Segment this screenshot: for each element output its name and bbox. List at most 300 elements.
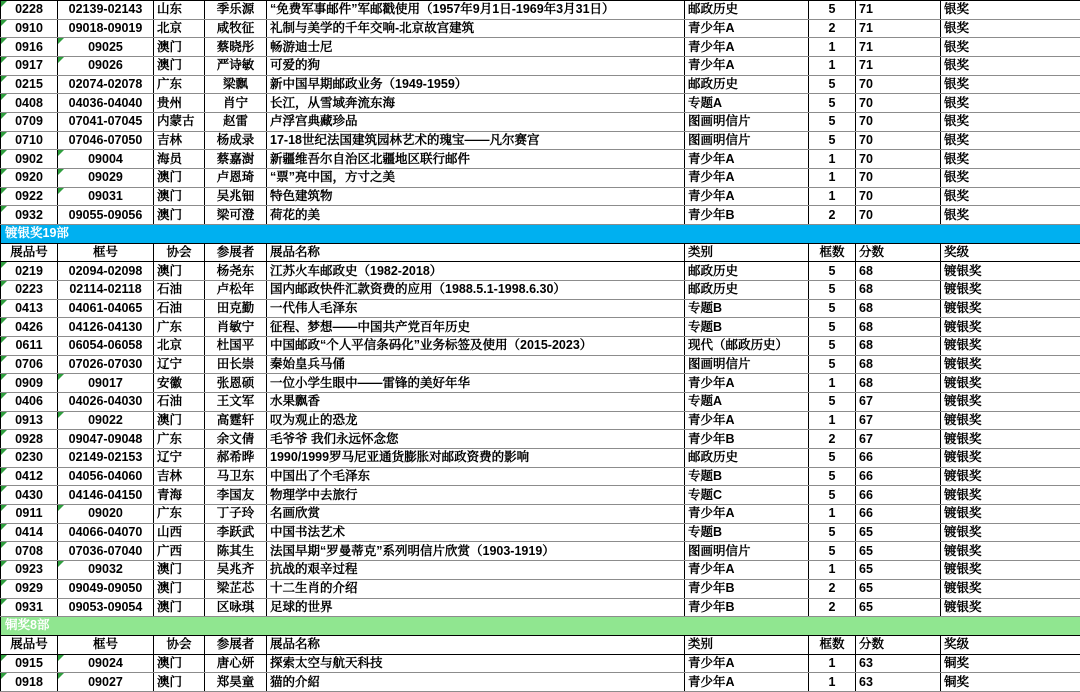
cell-association: 辽宁 [154,355,205,374]
cell-award-level: 镀银奖 [941,337,1080,356]
cell-exhibitor: 肖宁 [205,94,267,113]
text-format-flag-icon [1,374,7,380]
cell-exhibit-title: 可爱的狗 [267,57,685,76]
column-header-category: 类别 [685,635,809,654]
cell-frame-count: 1 [809,38,856,57]
cell-score: 70 [856,113,941,132]
column-header-row [1,635,1080,654]
cell-association: 澳门 [154,57,205,76]
cell-category: 青少年B [685,598,809,617]
text-format-flag-icon [1,132,7,138]
cell-score: 71 [856,57,941,76]
cell-category: 专题B [685,318,809,337]
table-row [1,673,1080,692]
cell-exhibit-title: 一代伟人毛泽东 [267,299,685,318]
text-format-flag-icon [1,393,7,399]
table-row [1,486,1080,505]
cell-frame-count: 5 [809,467,856,486]
cell-frame-no: 07036-07040 [58,542,154,561]
cell-exhibitor: 区咏琪 [205,598,267,617]
table-row [1,19,1080,38]
text-format-flag-icon [1,1,7,7]
cell-category: 青少年A [685,411,809,430]
cell-frame-count: 5 [809,523,856,542]
cell-frame-no: 09020 [58,505,154,524]
cell-frame-count: 2 [809,19,856,38]
cell-frame-count: 5 [809,355,856,374]
cell-score: 70 [856,75,941,94]
text-format-flag-icon [1,412,7,418]
text-format-flag-icon [58,38,64,44]
cell-category: 邮政历史 [685,281,809,300]
cell-score: 68 [856,355,941,374]
cell-exhibitor: 李国友 [205,486,267,505]
cell-exhibit-title: 长江，从雪域奔流东海 [267,94,685,113]
table-row [1,94,1080,113]
cell-exhibitor: 李跃武 [205,523,267,542]
cell-exhibit-title: 畅游迪士尼 [267,38,685,57]
cell-award-level: 银奖 [941,19,1080,38]
cell-frame-no: 04056-04060 [58,467,154,486]
cell-exhibit-no: 0215 [1,75,58,94]
text-format-flag-icon [1,337,7,343]
cell-exhibitor: 杜国平 [205,337,267,356]
cell-score: 67 [856,393,941,412]
cell-category: 图画明信片 [685,542,809,561]
cell-association: 澳门 [154,262,205,281]
cell-award-level: 镀银奖 [941,393,1080,412]
cell-association: 澳门 [154,673,205,692]
cell-exhibit-title: “票”亮中国，方寸之美 [267,169,685,188]
cell-exhibit-no: 0223 [1,281,58,300]
cell-exhibit-title: 抗战的艰辛过程 [267,561,685,580]
cell-exhibit-title: 新疆维吾尔自治区北疆地区联行邮件 [267,150,685,169]
cell-frame-no: 07026-07030 [58,355,154,374]
cell-exhibit-no: 0219 [1,262,58,281]
cell-exhibit-no: 0706 [1,355,58,374]
cell-exhibitor: 田长崇 [205,355,267,374]
cell-exhibitor: 严诗敏 [205,57,267,76]
cell-frame-no: 09024 [58,654,154,673]
table-row [1,355,1080,374]
cell-association: 广东 [154,75,205,94]
cell-association: 北京 [154,337,205,356]
table-row [1,75,1080,94]
cell-association: 澳门 [154,206,205,225]
text-format-flag-icon [1,468,7,474]
table-row [1,299,1080,318]
column-header-frame-count: 框数 [809,635,856,654]
text-format-flag-icon [58,150,64,156]
cell-frame-count: 5 [809,299,856,318]
cell-exhibitor: 王文军 [205,393,267,412]
cell-exhibit-no: 0414 [1,523,58,542]
cell-category: 青少年A [685,673,809,692]
cell-exhibit-title: 法国早期“罗曼蒂克”系列明信片欣赏（1903-1919） [267,542,685,561]
cell-award-level: 银奖 [941,131,1080,150]
cell-exhibit-no: 0928 [1,430,58,449]
cell-frame-no: 09017 [58,374,154,393]
cell-association: 广东 [154,430,205,449]
cell-association: 吉林 [154,131,205,150]
cell-exhibit-no: 0709 [1,113,58,132]
cell-exhibit-no: 0922 [1,187,58,206]
cell-association: 澳门 [154,598,205,617]
cell-frame-no: 09053-09054 [58,598,154,617]
text-format-flag-icon [1,300,7,306]
cell-association: 广西 [154,542,205,561]
column-header-award-level: 奖级 [941,243,1080,262]
cell-category: 青少年A [685,505,809,524]
cell-score: 68 [856,337,941,356]
table-row [1,281,1080,300]
text-format-flag-icon [1,38,7,44]
cell-association: 北京 [154,19,205,38]
cell-score: 66 [856,505,941,524]
cell-frame-count: 1 [809,150,856,169]
text-format-flag-icon [58,673,64,679]
column-header-association: 协会 [154,635,205,654]
cell-frame-count: 1 [809,187,856,206]
cell-exhibit-title: 猫的介紹 [267,673,685,692]
text-format-flag-icon [1,356,7,362]
text-format-flag-icon [1,542,7,548]
cell-score: 66 [856,449,941,468]
cell-exhibit-title: 特色建筑物 [267,187,685,206]
cell-association: 澳门 [154,579,205,598]
cell-exhibit-title: 一位小学生眼中——雷锋的美好年华 [267,374,685,393]
table-row [1,57,1080,76]
column-header-row [1,243,1080,262]
cell-exhibit-no: 0413 [1,299,58,318]
cell-association: 澳门 [154,169,205,188]
cell-exhibitor: 田克勤 [205,299,267,318]
cell-score: 65 [856,542,941,561]
text-format-flag-icon [58,374,64,380]
cell-exhibit-no: 0913 [1,411,58,430]
cell-category: 青少年A [685,19,809,38]
cell-category: 青少年A [685,150,809,169]
cell-category: 青少年A [685,38,809,57]
text-format-flag-icon [58,57,64,63]
table-row [1,38,1080,57]
text-format-flag-icon [1,449,7,455]
cell-exhibit-title: 探索太空与航天科技 [267,654,685,673]
cell-exhibit-no: 0915 [1,654,58,673]
cell-association: 山东 [154,1,205,20]
cell-frame-count: 5 [809,131,856,150]
table-row [1,505,1080,524]
table-row [1,374,1080,393]
cell-exhibit-no: 0916 [1,38,58,57]
table-row [1,561,1080,580]
cell-category: 专题A [685,393,809,412]
section-band-row [1,225,1080,244]
cell-award-level: 银奖 [941,206,1080,225]
cell-score: 68 [856,281,941,300]
cell-exhibitor: 卢松年 [205,281,267,300]
column-header-score: 分数 [856,243,941,262]
table-row [1,318,1080,337]
column-header-exhibit-no: 展品号 [1,635,58,654]
cell-frame-count: 1 [809,673,856,692]
cell-frame-count: 1 [809,374,856,393]
cell-frame-count: 5 [809,1,856,20]
cell-exhibitor: 唐心妍 [205,654,267,673]
cell-frame-no: 09025 [58,38,154,57]
cell-award-level: 银奖 [941,1,1080,20]
cell-score: 65 [856,523,941,542]
text-format-flag-icon [1,318,7,324]
text-format-flag-icon [1,580,7,586]
cell-score: 70 [856,187,941,206]
cell-association: 澳门 [154,38,205,57]
cell-exhibit-no: 0931 [1,598,58,617]
cell-exhibitor: 吴兆钿 [205,187,267,206]
cell-award-level: 银奖 [941,57,1080,76]
cell-association: 贵州 [154,94,205,113]
cell-frame-no: 04061-04065 [58,299,154,318]
cell-association: 澳门 [154,561,205,580]
cell-score: 70 [856,169,941,188]
cell-association: 海员 [154,150,205,169]
cell-frame-no: 04026-04030 [58,393,154,412]
cell-frame-no: 06054-06058 [58,337,154,356]
cell-score: 66 [856,486,941,505]
cell-exhibit-no: 0430 [1,486,58,505]
column-header-exhibit-no: 展品号 [1,243,58,262]
cell-exhibitor: 季乐源 [205,1,267,20]
cell-award-level: 镀银奖 [941,598,1080,617]
cell-exhibit-no: 0408 [1,94,58,113]
cell-frame-no: 09022 [58,411,154,430]
cell-exhibit-title: 物理学中去旅行 [267,486,685,505]
cell-score: 65 [856,561,941,580]
table-row [1,1,1080,20]
cell-exhibitor: 梁可澄 [205,206,267,225]
cell-score: 68 [856,262,941,281]
cell-score: 66 [856,467,941,486]
cell-score: 70 [856,206,941,225]
cell-association: 广东 [154,318,205,337]
cell-exhibitor: 吴兆齐 [205,561,267,580]
cell-exhibit-title: 江苏火车邮政史（1982-2018） [267,262,685,281]
cell-score: 70 [856,150,941,169]
table-row [1,150,1080,169]
cell-frame-no: 04036-04040 [58,94,154,113]
cell-category: 青少年A [685,561,809,580]
cell-frame-count: 5 [809,542,856,561]
cell-exhibit-title: 卢浮宫典藏珍品 [267,113,685,132]
cell-exhibitor: 郝希晔 [205,449,267,468]
cell-exhibit-no: 0412 [1,467,58,486]
text-format-flag-icon [1,113,7,119]
cell-association: 辽宁 [154,449,205,468]
cell-score: 67 [856,411,941,430]
cell-category: 青少年A [685,169,809,188]
cell-association: 石油 [154,299,205,318]
cell-award-level: 银奖 [941,38,1080,57]
cell-award-level: 镀银奖 [941,299,1080,318]
cell-frame-count: 5 [809,449,856,468]
cell-exhibitor: 卢恩琦 [205,169,267,188]
cell-category: 现代（邮政历史） [685,337,809,356]
text-format-flag-icon [58,412,64,418]
text-format-flag-icon [1,561,7,567]
cell-exhibitor: 梁芷芯 [205,579,267,598]
cell-exhibit-no: 0426 [1,318,58,337]
cell-exhibit-no: 0920 [1,169,58,188]
table-row [1,430,1080,449]
cell-exhibit-title: 秦始皇兵马俑 [267,355,685,374]
cell-exhibit-title: 17-18世纪法国建筑园林艺术的瑰宝——凡尔赛宫 [267,131,685,150]
cell-exhibitor: 张恩硕 [205,374,267,393]
cell-award-level: 银奖 [941,187,1080,206]
cell-exhibitor: 咸牧征 [205,19,267,38]
cell-award-level: 银奖 [941,94,1080,113]
cell-association: 吉林 [154,467,205,486]
cell-frame-count: 5 [809,75,856,94]
cell-association: 澳门 [154,187,205,206]
cell-exhibit-no: 0902 [1,150,58,169]
cell-frame-no: 09047-09048 [58,430,154,449]
table-row [1,393,1080,412]
cell-category: 邮政历史 [685,75,809,94]
cell-category: 青少年A [685,654,809,673]
text-format-flag-icon [1,206,7,212]
text-format-flag-icon [1,20,7,26]
cell-exhibit-title: 中国邮政“个人平信条码化”业务标签及使用（2015-2023） [267,337,685,356]
cell-exhibitor: 梁飘 [205,75,267,94]
cell-score: 63 [856,673,941,692]
cell-award-level: 铜奖 [941,673,1080,692]
text-format-flag-icon [1,150,7,156]
table-row [1,206,1080,225]
cell-frame-no: 07041-07045 [58,113,154,132]
cell-frame-no: 04126-04130 [58,318,154,337]
cell-award-level: 镀银奖 [941,262,1080,281]
cell-exhibit-title: 国内邮政快件汇款资费的应用（1988.5.1-1998.6.30） [267,281,685,300]
cell-association: 广东 [154,505,205,524]
cell-exhibit-title: 水果飘香 [267,393,685,412]
cell-frame-no: 09055-09056 [58,206,154,225]
cell-frame-count: 5 [809,486,856,505]
cell-exhibit-title: 新中国早期邮政业务（1949-1959） [267,75,685,94]
cell-category: 邮政历史 [685,262,809,281]
cell-exhibit-no: 0917 [1,57,58,76]
cell-score: 63 [856,654,941,673]
column-header-award-level: 奖级 [941,635,1080,654]
column-header-exhibit-title: 展品名称 [267,635,685,654]
table-row [1,411,1080,430]
cell-exhibitor: 余文倩 [205,430,267,449]
cell-exhibit-no: 0932 [1,206,58,225]
cell-exhibit-no: 0923 [1,561,58,580]
cell-exhibit-title: “免费军事邮件”军邮戳使用（1957年9月1日-1969年3月31日） [267,1,685,20]
table-row [1,169,1080,188]
cell-exhibitor: 陈其生 [205,542,267,561]
cell-category: 图画明信片 [685,355,809,374]
cell-award-level: 银奖 [941,75,1080,94]
cell-frame-no: 09026 [58,57,154,76]
table-row [1,542,1080,561]
text-format-flag-icon [1,486,7,492]
column-header-exhibitor: 参展者 [205,243,267,262]
cell-category: 专题C [685,486,809,505]
column-header-frame-count: 框数 [809,243,856,262]
cell-exhibit-title: 毛爷爷 我们永远怀念您 [267,430,685,449]
text-format-flag-icon [58,655,64,661]
cell-exhibit-title: 足球的世界 [267,598,685,617]
cell-award-level: 镀银奖 [941,467,1080,486]
cell-award-level: 镀银奖 [941,561,1080,580]
cell-association: 安徽 [154,374,205,393]
text-format-flag-icon [1,430,7,436]
cell-frame-no: 02149-02153 [58,449,154,468]
cell-award-level: 镀银奖 [941,318,1080,337]
cell-exhibit-no: 0929 [1,579,58,598]
cell-frame-count: 5 [809,318,856,337]
cell-frame-count: 5 [809,281,856,300]
cell-exhibitor: 蔡嘉澍 [205,150,267,169]
section-band-row [1,617,1080,636]
cell-score: 67 [856,430,941,449]
cell-score: 65 [856,579,941,598]
cell-association: 澳门 [154,411,205,430]
cell-association: 青海 [154,486,205,505]
cell-exhibit-no: 0911 [1,505,58,524]
cell-category: 青少年A [685,374,809,393]
cell-frame-count: 2 [809,430,856,449]
cell-frame-no: 07046-07050 [58,131,154,150]
cell-score: 65 [856,598,941,617]
cell-frame-count: 1 [809,654,856,673]
text-format-flag-icon [1,76,7,82]
cell-frame-count: 2 [809,206,856,225]
cell-exhibitor: 马卫东 [205,467,267,486]
cell-score: 68 [856,318,941,337]
cell-category: 图画明信片 [685,131,809,150]
cell-award-level: 镀银奖 [941,355,1080,374]
cell-frame-no: 09032 [58,561,154,580]
cell-category: 专题A [685,94,809,113]
cell-award-level: 镀银奖 [941,430,1080,449]
text-format-flag-icon [1,188,7,194]
cell-exhibit-title: 征程、梦想——中国共产党百年历史 [267,318,685,337]
cell-score: 71 [856,1,941,20]
cell-frame-count: 5 [809,393,856,412]
cell-award-level: 镀银奖 [941,542,1080,561]
cell-exhibitor: 杨尧东 [205,262,267,281]
cell-exhibit-no: 0230 [1,449,58,468]
cell-award-level: 铜奖 [941,654,1080,673]
cell-exhibit-title: 名画欣赏 [267,505,685,524]
text-format-flag-icon [58,169,64,175]
cell-frame-count: 1 [809,57,856,76]
cell-association: 石油 [154,393,205,412]
column-header-exhibit-title: 展品名称 [267,243,685,262]
cell-award-level: 镀银奖 [941,486,1080,505]
cell-association: 山西 [154,523,205,542]
table-row [1,337,1080,356]
cell-category: 邮政历史 [685,1,809,20]
cell-award-level: 镀银奖 [941,411,1080,430]
cell-frame-no: 02114-02118 [58,281,154,300]
cell-award-level: 镀银奖 [941,374,1080,393]
text-format-flag-icon [58,188,64,194]
cell-frame-count: 2 [809,598,856,617]
cell-frame-no: 02094-02098 [58,262,154,281]
